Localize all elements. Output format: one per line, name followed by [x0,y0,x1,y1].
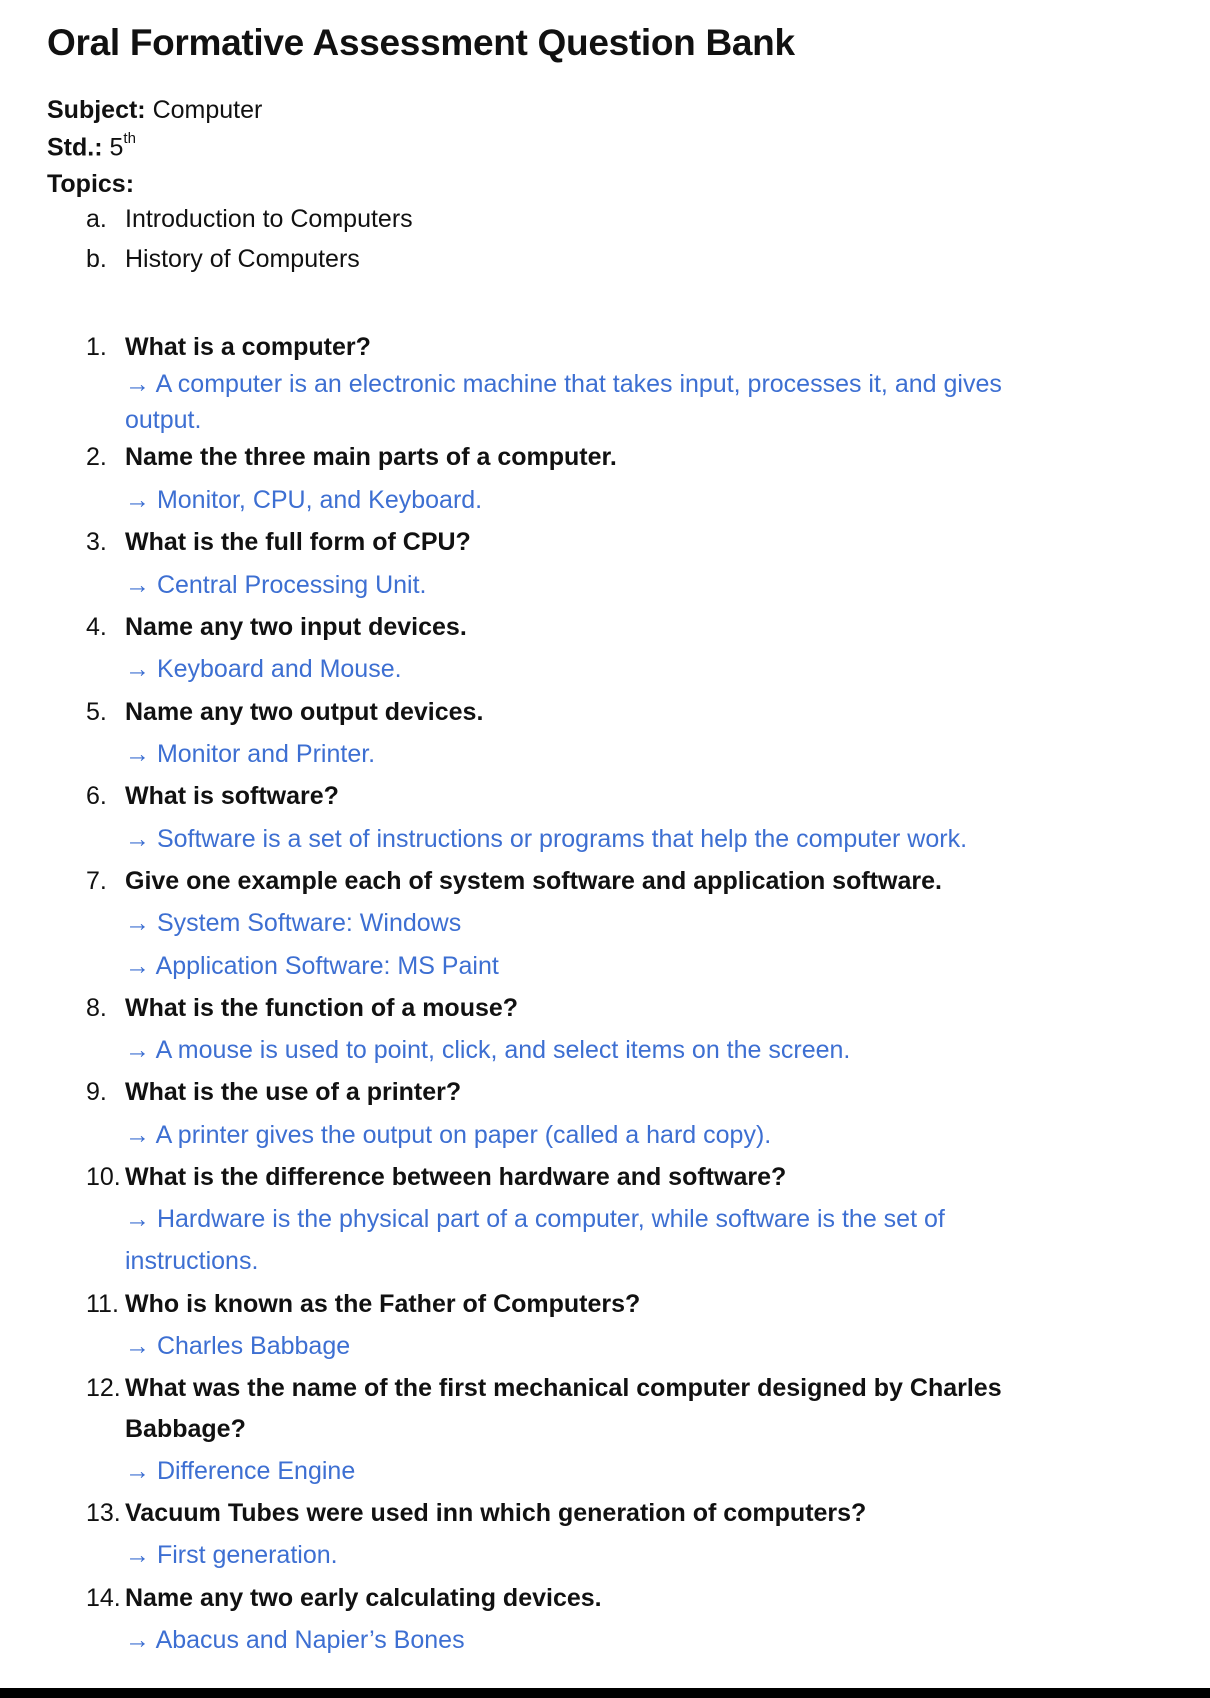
answer-text: output. [125,406,202,434]
question-number: 4. [86,613,107,641]
question-item [86,1290,640,1319]
question-item [86,994,518,1023]
question-item [86,698,483,727]
answer-text: → Software is a set of instructions or programs that help the computer work. [125,825,968,853]
question-number: 8. [86,994,107,1022]
subject-label: Subject: [47,96,146,124]
std-label: Std.: [47,133,103,162]
question-number: 13. [86,1499,121,1527]
std-value: 5 [109,133,124,162]
question-text: What is the difference between hardware and software? [125,1163,787,1191]
question-number: 11. [86,1290,119,1318]
question-text: What is the function of a mouse? [125,994,519,1022]
topic-item [86,205,413,234]
question-item [86,1078,461,1107]
page-title: Oral Formative Assessment Question Bank [47,22,795,63]
question-number: 10. [86,1163,121,1191]
question-text: Name any two output devices. [125,698,484,726]
question-item [86,1374,1002,1403]
question-text: Name any two early calculating devices. [125,1584,602,1612]
topic-marker: b. [86,245,107,273]
question-number: 3. [86,528,107,556]
question-item [86,1163,786,1192]
question-number: 12. [86,1374,121,1402]
question-text: What is the use of a printer? [125,1078,462,1106]
subject-value: Computer [152,96,263,124]
question-item [86,782,339,811]
question-item [86,1499,866,1528]
answer-text: → A mouse is used to point, click, and select items on the screen. [125,1036,851,1064]
question-item [86,867,942,896]
answer-text: → Difference Engine [125,1457,356,1485]
question-item [86,528,471,557]
answer-text: instructions. [125,1247,259,1275]
answer-text: → First generation. [125,1541,338,1569]
question-text: Name any two input devices. [125,613,467,641]
question-number: 6. [86,782,107,810]
answer-text: → Monitor and Printer. [125,740,376,768]
question-text: Name the three main parts of a computer. [125,443,617,471]
answer-text: → System Software: Windows [125,909,462,937]
topic-text: History of Computers [125,245,360,273]
question-text-continued: Babbage? [125,1415,246,1443]
question-item [86,443,617,472]
question-text: Give one example each of system software and application software. [125,867,942,895]
bottom-border [0,1688,1210,1698]
std-line [47,130,136,162]
question-item [86,613,467,642]
topic-text: Introduction to Computers [125,205,413,233]
topics-label: Topics: [47,170,135,198]
question-text: What is software? [125,782,339,810]
question-text: What is the full form of CPU? [125,528,471,556]
answer-text: → Hardware is the physical part of a computer, while software is the set of [125,1205,945,1233]
question-number: 5. [86,698,107,726]
answer-text: → Abacus and Napier’s Bones [125,1626,465,1654]
question-text: Vacuum Tubes were used inn which generation of computers? [125,1499,867,1527]
subject-line [47,96,262,125]
answer-text: → Keyboard and Mouse. [125,655,402,683]
question-number: 9. [86,1078,107,1106]
topic-marker: a. [86,205,107,233]
question-text: What is a computer? [125,333,371,361]
topic-item [86,245,360,274]
question-number: 14. [86,1584,121,1612]
answer-text: → A printer gives the output on paper (called a hard copy). [125,1121,772,1149]
question-number: 7. [86,867,107,895]
answer-text: → A computer is an electronic machine that takes input, processes it, and gives [125,370,1002,398]
answer-text: → Central Processing Unit. [125,571,427,599]
answer-text: → Charles Babbage [125,1332,351,1360]
topics-heading [47,170,134,199]
answer-text: → Monitor, CPU, and Keyboard. [125,486,483,514]
question-item [86,333,371,362]
question-number: 2. [86,443,107,471]
answer-text: → Application Software: MS Paint [125,952,499,980]
question-text: Who is known as the Father of Computers? [125,1290,641,1318]
question-number: 1. [86,333,107,361]
question-text: What was the name of the first mechanical computer designed by Charles [125,1374,1002,1402]
question-item [86,1584,602,1613]
std-superscript: th [123,130,136,147]
